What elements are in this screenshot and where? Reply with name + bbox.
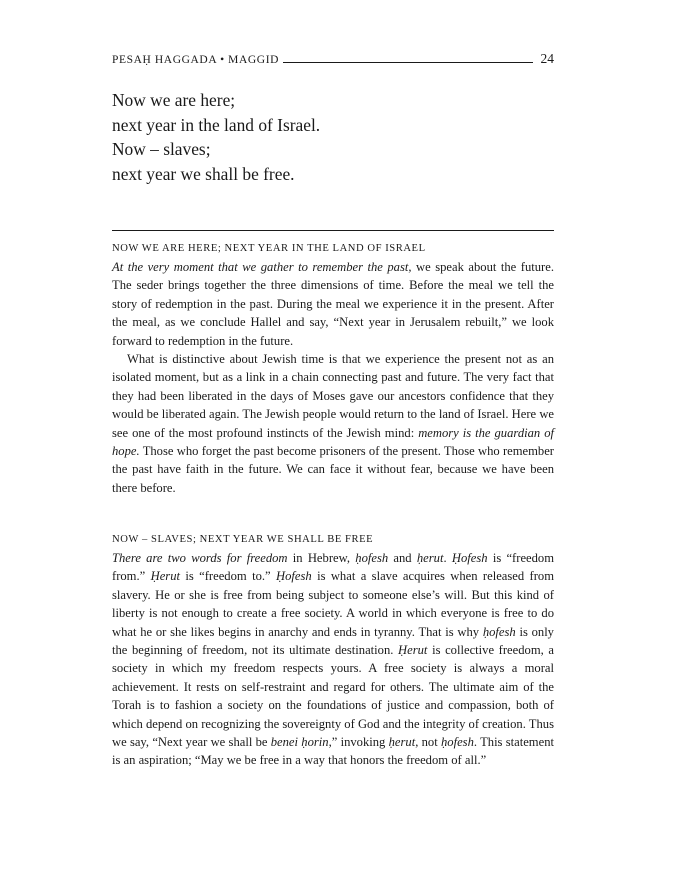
commentary-section-here <box>112 240 554 497</box>
commentary-paragraph: What is distinctive about Jewish time is that we experience the present not as an isolated moment, but as a link in a chain connecting past and future. The very fact that they had been liberated in the days of Moses gave our ancestors confidence that they would be liberated again. The Jewish people would return to the land of Israel. Here we see one of the most profound instincts of the Jewish mind: memory is the guardian of hope. Those who forget the past become prisoners of the present. Those who remember the past have faith in the future. We can face it without fear, because we have been there before. <box>112 352 554 495</box>
running-head-title: PESAḤ HAGGADA • MAGGID <box>112 54 280 66</box>
hebrew-word: Ḥerut <box>150 569 180 584</box>
hebrew-word: Ḥerut <box>398 643 428 658</box>
hebrew-word: ḥofesh <box>441 735 474 750</box>
section-heading: NOW WE ARE HERE; NEXT YEAR IN THE LAND OF ISRAEL <box>112 243 426 254</box>
hebrew-word: ḥofesh <box>482 624 516 639</box>
emphasis-phrase: memory is the guardian of hope. <box>112 425 554 459</box>
running-head-rule <box>283 62 532 63</box>
hebrew-word: ḥerut <box>388 735 416 750</box>
commentary-paragraph: At the very moment that we gather to remember the past, we speak about the future. The seder brings together the three dimensions of time. Before the meal we tell the story of redemption in the past. During the meal we experience it in the present. After the meal, as we conclude Hallel and say, “Next year in Jerusalem rebuilt,” we look forward to redemption in the future. <box>112 260 554 348</box>
hebrew-word: ḥofesh <box>355 551 389 565</box>
hebrew-word: benei ḥorin <box>270 735 329 750</box>
lead-phrase: There are two words for freedom <box>112 551 288 565</box>
page-number: 24 <box>540 51 554 66</box>
hebrew-word: ḥerut <box>416 551 444 565</box>
hebrew-word: Ḥofesh <box>451 551 488 565</box>
haggada-main-text <box>112 88 320 186</box>
main-text-line: next year in the land of Israel. <box>112 114 321 135</box>
main-text-line: Now – slaves; <box>112 139 211 159</box>
section-heading: NOW – SLAVES; NEXT YEAR WE SHALL BE FREE <box>112 534 374 545</box>
commentary-divider <box>112 230 554 231</box>
running-head <box>112 49 554 67</box>
main-text-line: next year we shall be free. <box>112 163 295 184</box>
hebrew-word: Ḥofesh <box>276 569 312 584</box>
lead-phrase: At the very moment that we gather to remember the past, <box>112 260 412 274</box>
commentary-paragraph: There are two words for freedom in Hebrew, ḥofesh and ḥerut. Ḥofesh is “freedom from.” Ḥerut is “freedom to.” Ḥofesh is what a slave acquires when released from slavery. He or she is free from being subject to someone else’s will. But this kind of liberty is not enough to create a free society. A world in which everyone is free to do what he or she likes begins in anarchy and ends in tyranny. That is why ḥofesh is only the beginning of freedom, not its ultimate destination. Ḥerut is collective freedom, a society in which my freedom respects yours. A free society is always a moral achievement. It rests on self-restraint and regard for others. The ultimate aim of the Torah is to fashion a society on the foundations of justice and compassion, both of which depend on recognizing the sovereignty of God and the integrity of creation. Thus we say, “Next year we shall be benei ḥorin,” invoking ḥerut, not ḥofesh. This statement is an aspiration; “May we be free in a way that honors the freedom of all.” <box>112 551 555 768</box>
commentary-section-slaves <box>112 531 554 770</box>
main-text-line: Now we are here; <box>112 90 236 110</box>
